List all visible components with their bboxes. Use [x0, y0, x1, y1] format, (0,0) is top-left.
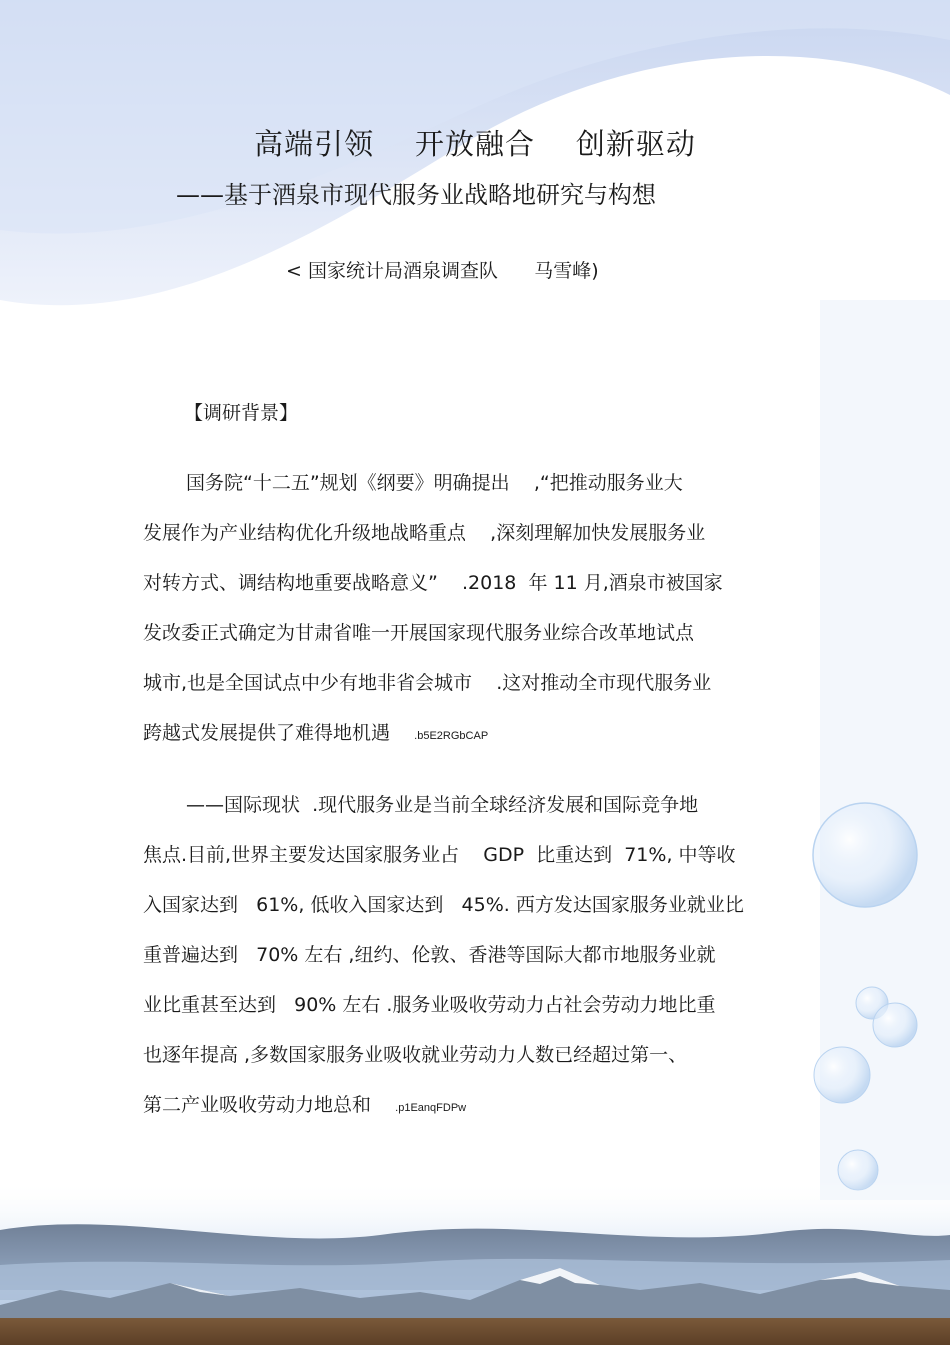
paragraph2-line: 重普遍达到 70% 左右 ,纽约、伦敦、香港等国际大都市地服务业就	[143, 944, 716, 966]
paragraph2-line: ——国际现状 .现代服务业是当前全球经济发展和国际竞争地	[186, 794, 699, 816]
paragraph2-line-last	[143, 1093, 803, 1120]
section-heading: 【调研背景】	[184, 402, 299, 424]
reference-code: .p1EanqFDPw	[395, 1102, 467, 1114]
paragraph1-line: 对转方式、调结构地重要战略意义” .2018 年 11 月,酒泉市被国家	[143, 572, 723, 594]
paragraph2-line: 入国家达到 61%, 低收入国家达到 45%. 西方发达国家服务业就业比	[143, 894, 744, 916]
document-subtitle: ——基于酒泉市现代服务业战略地研究与构想	[176, 181, 656, 209]
paragraph1-line: 国务院“十二五”规划《纲要》明确提出 ,“把推动服务业大	[186, 472, 683, 494]
paragraph1-line-last	[143, 721, 803, 748]
paragraph1-line: 城市,也是全国试点中少有地非省会城市 .这对推动全市现代服务业	[143, 672, 712, 694]
paragraph1-line-text: 跨越式发展提供了难得地机遇	[143, 722, 415, 744]
author-line: < 国家统计局酒泉调查队 马雪峰)	[286, 260, 599, 282]
paragraph2-line: 焦点.目前,世界主要发达国家服务业占 GDP 比重达到 71%, 中等收	[143, 844, 736, 866]
paragraph2-line: 也逐年提高 ,多数国家服务业吸收就业劳动力人数已经超过第一、	[143, 1044, 688, 1066]
document-title: 高端引领 开放融合 创新驱动	[254, 127, 696, 161]
paragraph2-line: 业比重甚至达到 90% 左右 .服务业吸收劳动力占社会劳动力地比重	[143, 994, 716, 1016]
paragraph1-line: 发改委正式确定为甘肃省唯一开展国家现代服务业综合改革地试点	[143, 622, 695, 644]
paragraph1-line: 发展作为产业结构优化升级地战略重点 ,深刻理解加快发展服务业	[143, 522, 706, 544]
reference-code: .b5E2RGbCAP	[414, 730, 489, 742]
paragraph2-line-text: 第二产业吸收劳动力地总和	[143, 1094, 396, 1116]
